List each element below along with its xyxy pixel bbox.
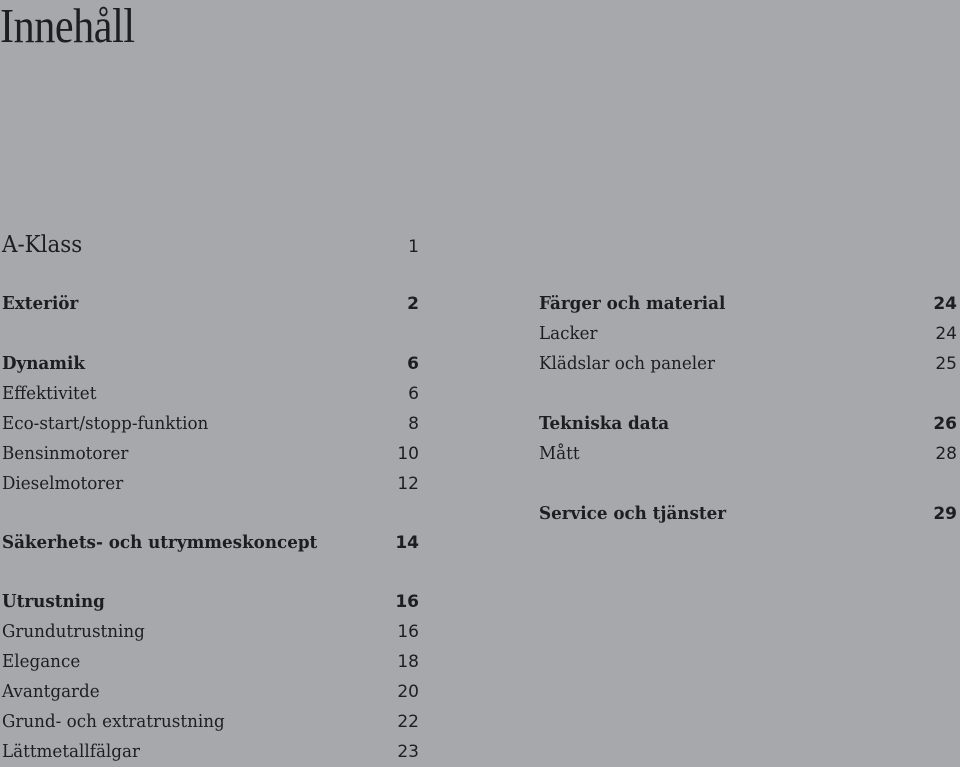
toc-entry[interactable] <box>2 349 419 379</box>
toc-entry-page: 12 <box>397 474 419 494</box>
toc-entry-label: Utrustning <box>2 591 105 612</box>
toc-entry-label: Klädslar och paneler <box>539 353 716 374</box>
toc-entry-label: A-Klass <box>2 232 83 258</box>
toc-group-exterior <box>2 289 419 319</box>
toc-entry[interactable] <box>2 230 419 260</box>
toc-entry-label: Eco-start/stopp-funktion <box>2 413 209 434</box>
toc-group-dynamik <box>2 349 419 499</box>
toc-group-farger <box>539 289 957 379</box>
toc-entry-label: Tekniska data <box>539 413 670 434</box>
toc-entry[interactable] <box>2 379 419 409</box>
toc-entry-page: 29 <box>933 504 957 524</box>
toc-entry[interactable] <box>2 677 419 707</box>
toc-entry-label: Mått <box>539 443 580 464</box>
toc-entry-label: Färger och material <box>539 293 726 314</box>
toc-entry[interactable] <box>2 469 419 499</box>
toc-group-service <box>539 499 957 529</box>
toc-entry[interactable] <box>2 707 419 737</box>
toc-entry-page: 6 <box>407 354 419 374</box>
toc-entry-label: Avantgarde <box>2 681 100 702</box>
toc-group-tekniska <box>539 409 957 469</box>
toc-entry[interactable] <box>2 587 419 617</box>
toc-group-utrustning <box>2 587 419 767</box>
toc-entry[interactable] <box>539 409 957 439</box>
toc-entry[interactable] <box>2 289 419 319</box>
toc-entry-label: Grund- och extratrustning <box>2 711 225 732</box>
toc-entry-label: Elegance <box>2 651 81 672</box>
toc-entry-page: 24 <box>933 294 957 314</box>
toc-entry-label: Säkerhets- och utrymmeskoncept <box>2 532 318 553</box>
toc-entry[interactable] <box>2 409 419 439</box>
toc-entry-page: 24 <box>935 324 957 344</box>
toc-entry-page: 18 <box>397 652 419 672</box>
toc-entry[interactable] <box>2 439 419 469</box>
toc-entry-page: 2 <box>407 294 419 314</box>
toc-entry-page: 1 <box>408 237 419 257</box>
toc-entry-label: Bensinmotorer <box>2 443 129 464</box>
toc-entry-label: Dieselmotorer <box>2 473 124 494</box>
toc-entry[interactable] <box>2 737 419 767</box>
toc-entry-page: 16 <box>397 622 419 642</box>
toc-entry-page: 8 <box>408 414 419 434</box>
toc-entry-page: 26 <box>933 414 957 434</box>
toc-entry-label: Service och tjänster <box>539 503 727 524</box>
toc-entry-label: Lättmetallfälgar <box>2 741 140 762</box>
toc-entry[interactable] <box>2 647 419 677</box>
toc-entry[interactable] <box>539 319 957 349</box>
toc-entry-page: 22 <box>397 712 419 732</box>
toc-entry[interactable] <box>539 349 957 379</box>
toc-entry-page: 16 <box>395 592 419 612</box>
toc-entry-label: Dynamik <box>2 353 85 374</box>
toc-entry[interactable] <box>2 528 419 558</box>
toc-entry[interactable] <box>539 289 957 319</box>
toc-entry-page: 23 <box>397 742 419 762</box>
toc-entry-page: 25 <box>935 354 957 374</box>
toc-entry-label: Effektivitet <box>2 383 97 404</box>
toc-group-sakerhet <box>2 528 419 558</box>
toc-entry-label: Grundutrustning <box>2 621 145 642</box>
page-title: Innehåll <box>0 0 135 53</box>
toc-entry-page: 10 <box>397 444 419 464</box>
toc-entry[interactable] <box>539 499 957 529</box>
toc-entry-label: Lacker <box>539 323 598 344</box>
toc-entry[interactable] <box>539 439 957 469</box>
toc-entry-page: 20 <box>397 682 419 702</box>
toc-entry-page: 6 <box>408 384 419 404</box>
toc-entry-page: 14 <box>395 533 419 553</box>
toc-group-a-klass <box>2 230 419 260</box>
toc-entry-page: 28 <box>935 444 957 464</box>
toc-entry-label: Exteriör <box>2 293 79 314</box>
toc-entry[interactable] <box>2 617 419 647</box>
